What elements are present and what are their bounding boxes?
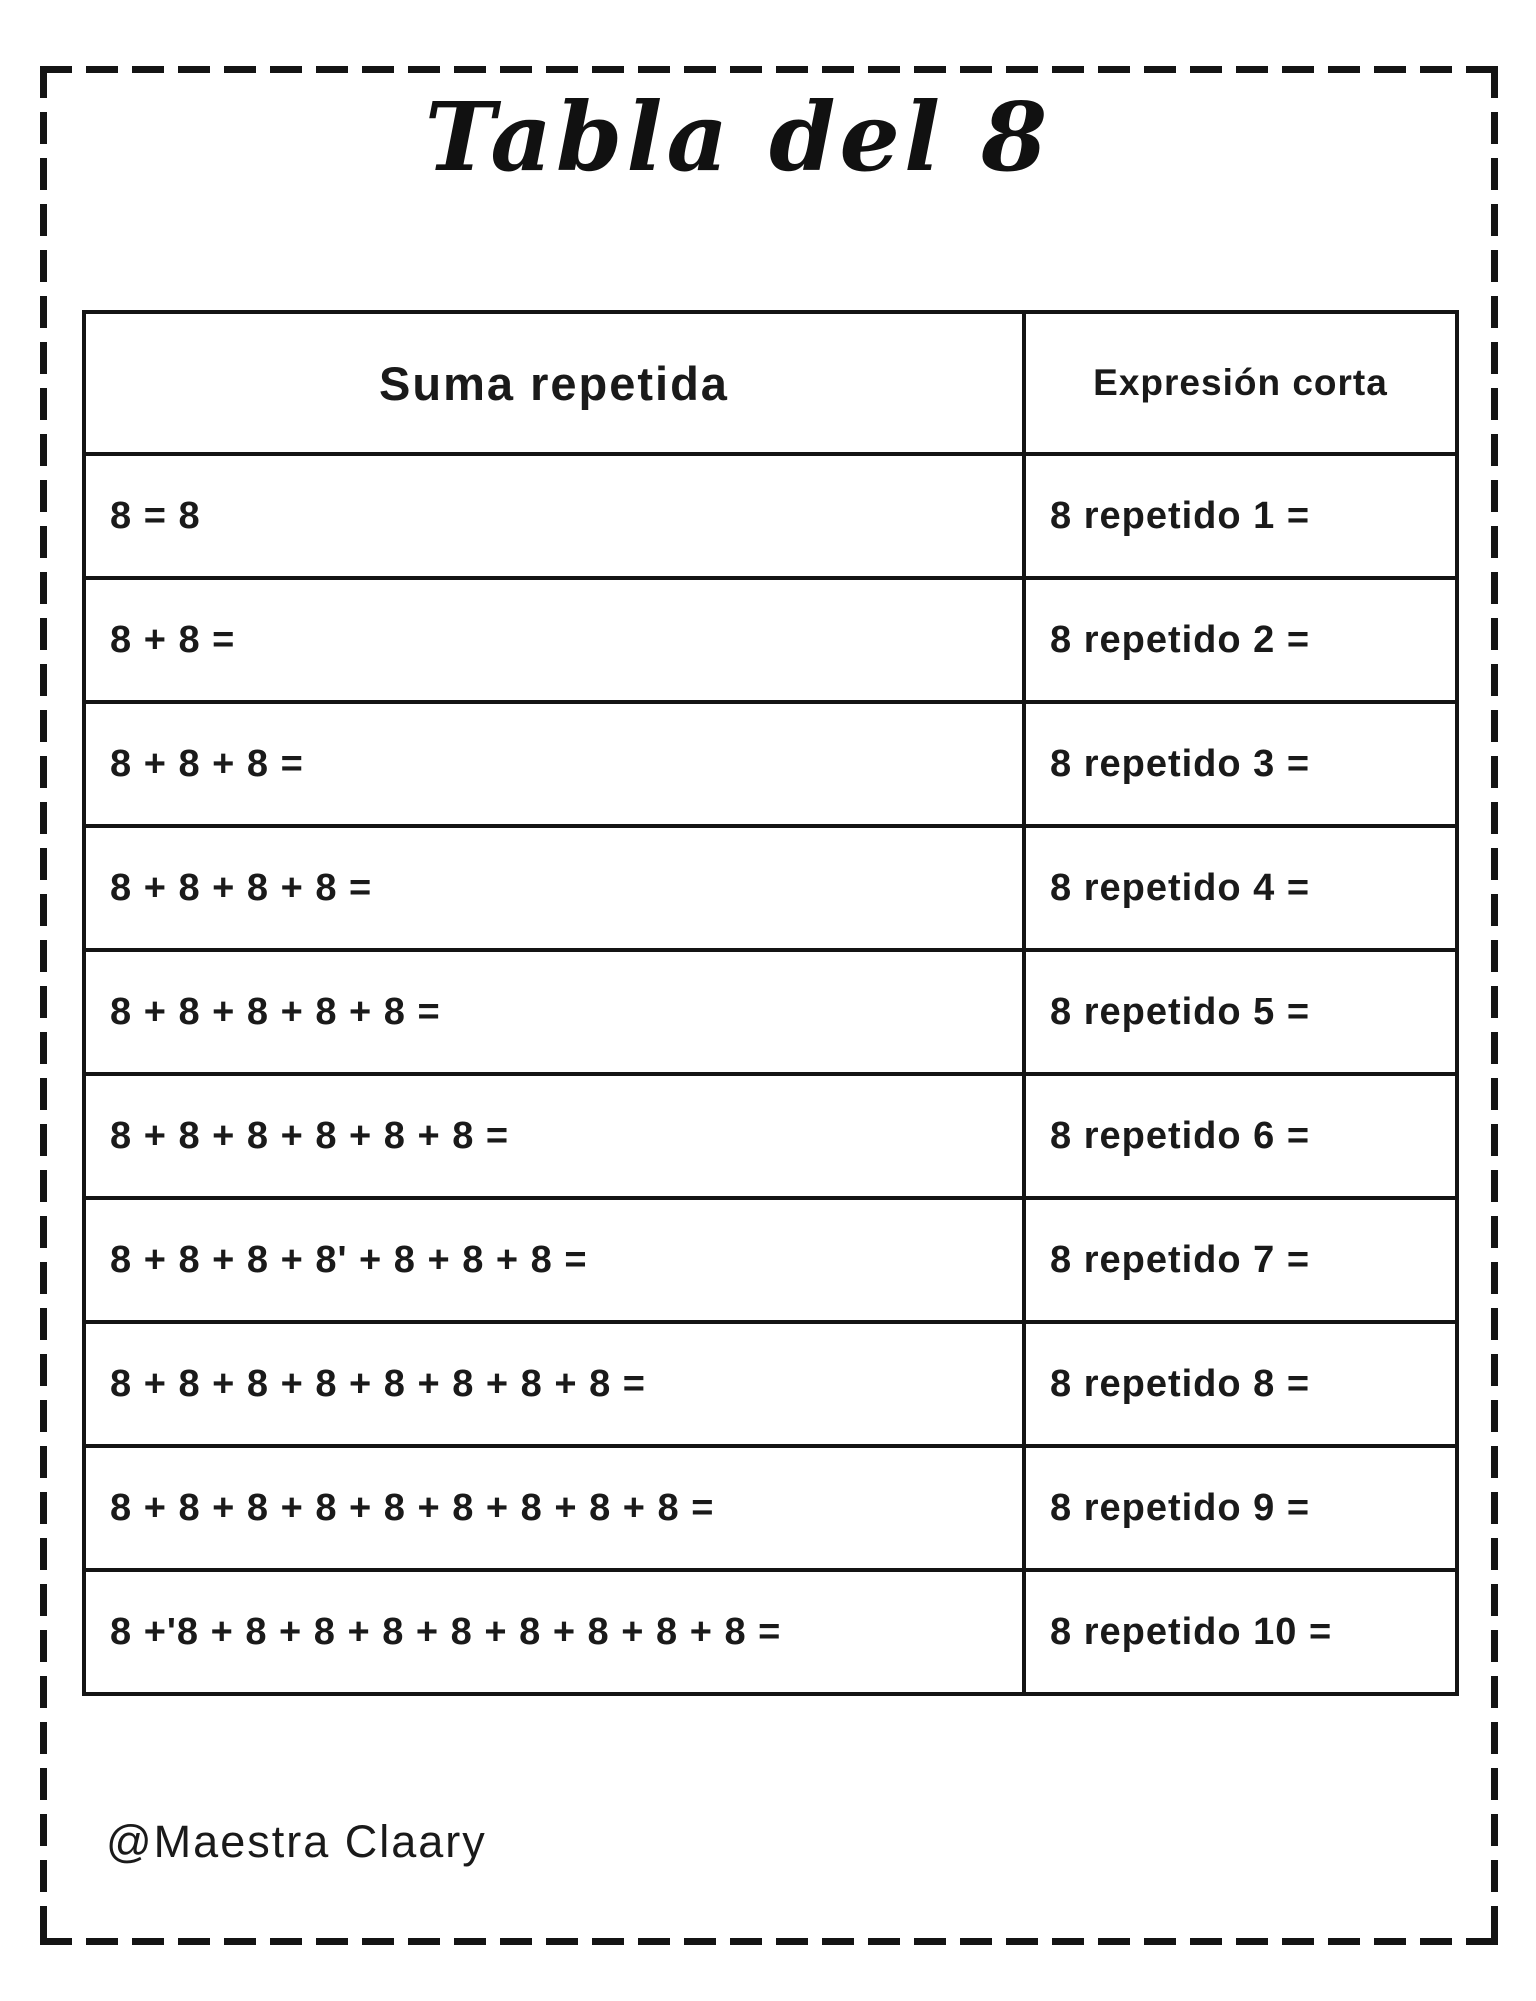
page-border-right	[1491, 66, 1498, 1945]
table-row	[84, 454, 1457, 578]
table-row	[84, 1446, 1457, 1570]
expresion-corta-cell: 8 repetido 1 =	[1024, 454, 1457, 578]
table-row	[84, 1322, 1457, 1446]
suma-repetida-cell: 8 + 8 + 8 + 8' + 8 + 8 + 8 =	[84, 1198, 1024, 1322]
credit-handle: @Maestra Claary	[106, 1816, 487, 1867]
suma-repetida-cell: 8 + 8 + 8 + 8 + 8 =	[84, 950, 1024, 1074]
table-row	[84, 826, 1457, 950]
table-row	[84, 1074, 1457, 1198]
suma-repetida-cell: 8 + 8 + 8 + 8 + 8 + 8 + 8 + 8 + 8 =	[84, 1446, 1024, 1570]
table-row	[84, 1570, 1457, 1694]
expresion-corta-cell: 8 repetido 4 =	[1024, 826, 1457, 950]
table-row	[84, 578, 1457, 702]
worksheet-table	[82, 310, 1459, 1696]
suma-repetida-cell: 8 + 8 + 8 =	[84, 702, 1024, 826]
header-suma-repetida: Suma repetida	[84, 312, 1024, 454]
expresion-corta-cell: 8 repetido 2 =	[1024, 578, 1457, 702]
table-row	[84, 950, 1457, 1074]
suma-repetida-cell: 8 + 8 =	[84, 578, 1024, 702]
page-border-bottom	[40, 1938, 1498, 1945]
expresion-corta-cell: 8 repetido 6 =	[1024, 1074, 1457, 1198]
table-row	[84, 702, 1457, 826]
page-title: Tabla del 8	[424, 82, 1052, 193]
suma-repetida-cell: 8 + 8 + 8 + 8 + 8 + 8 =	[84, 1074, 1024, 1198]
page-border-left	[40, 66, 47, 1945]
expresion-corta-cell: 8 repetido 9 =	[1024, 1446, 1457, 1570]
header-expresion-corta: Expresión corta	[1024, 312, 1457, 454]
expresion-corta-cell: 8 repetido 7 =	[1024, 1198, 1457, 1322]
table-body	[84, 454, 1457, 1694]
page-border-top	[40, 66, 1498, 73]
expresion-corta-cell: 8 repetido 3 =	[1024, 702, 1457, 826]
suma-repetida-cell: 8 +'8 + 8 + 8 + 8 + 8 + 8 + 8 + 8 + 8 =	[84, 1570, 1024, 1694]
table-header-row	[84, 312, 1457, 454]
suma-repetida-cell: 8 + 8 + 8 + 8 =	[84, 826, 1024, 950]
expresion-corta-cell: 8 repetido 10 =	[1024, 1570, 1457, 1694]
suma-repetida-cell: 8 = 8	[84, 454, 1024, 578]
suma-repetida-cell: 8 + 8 + 8 + 8 + 8 + 8 + 8 + 8 =	[84, 1322, 1024, 1446]
table-row	[84, 1198, 1457, 1322]
expresion-corta-cell: 8 repetido 5 =	[1024, 950, 1457, 1074]
expresion-corta-cell: 8 repetido 8 =	[1024, 1322, 1457, 1446]
